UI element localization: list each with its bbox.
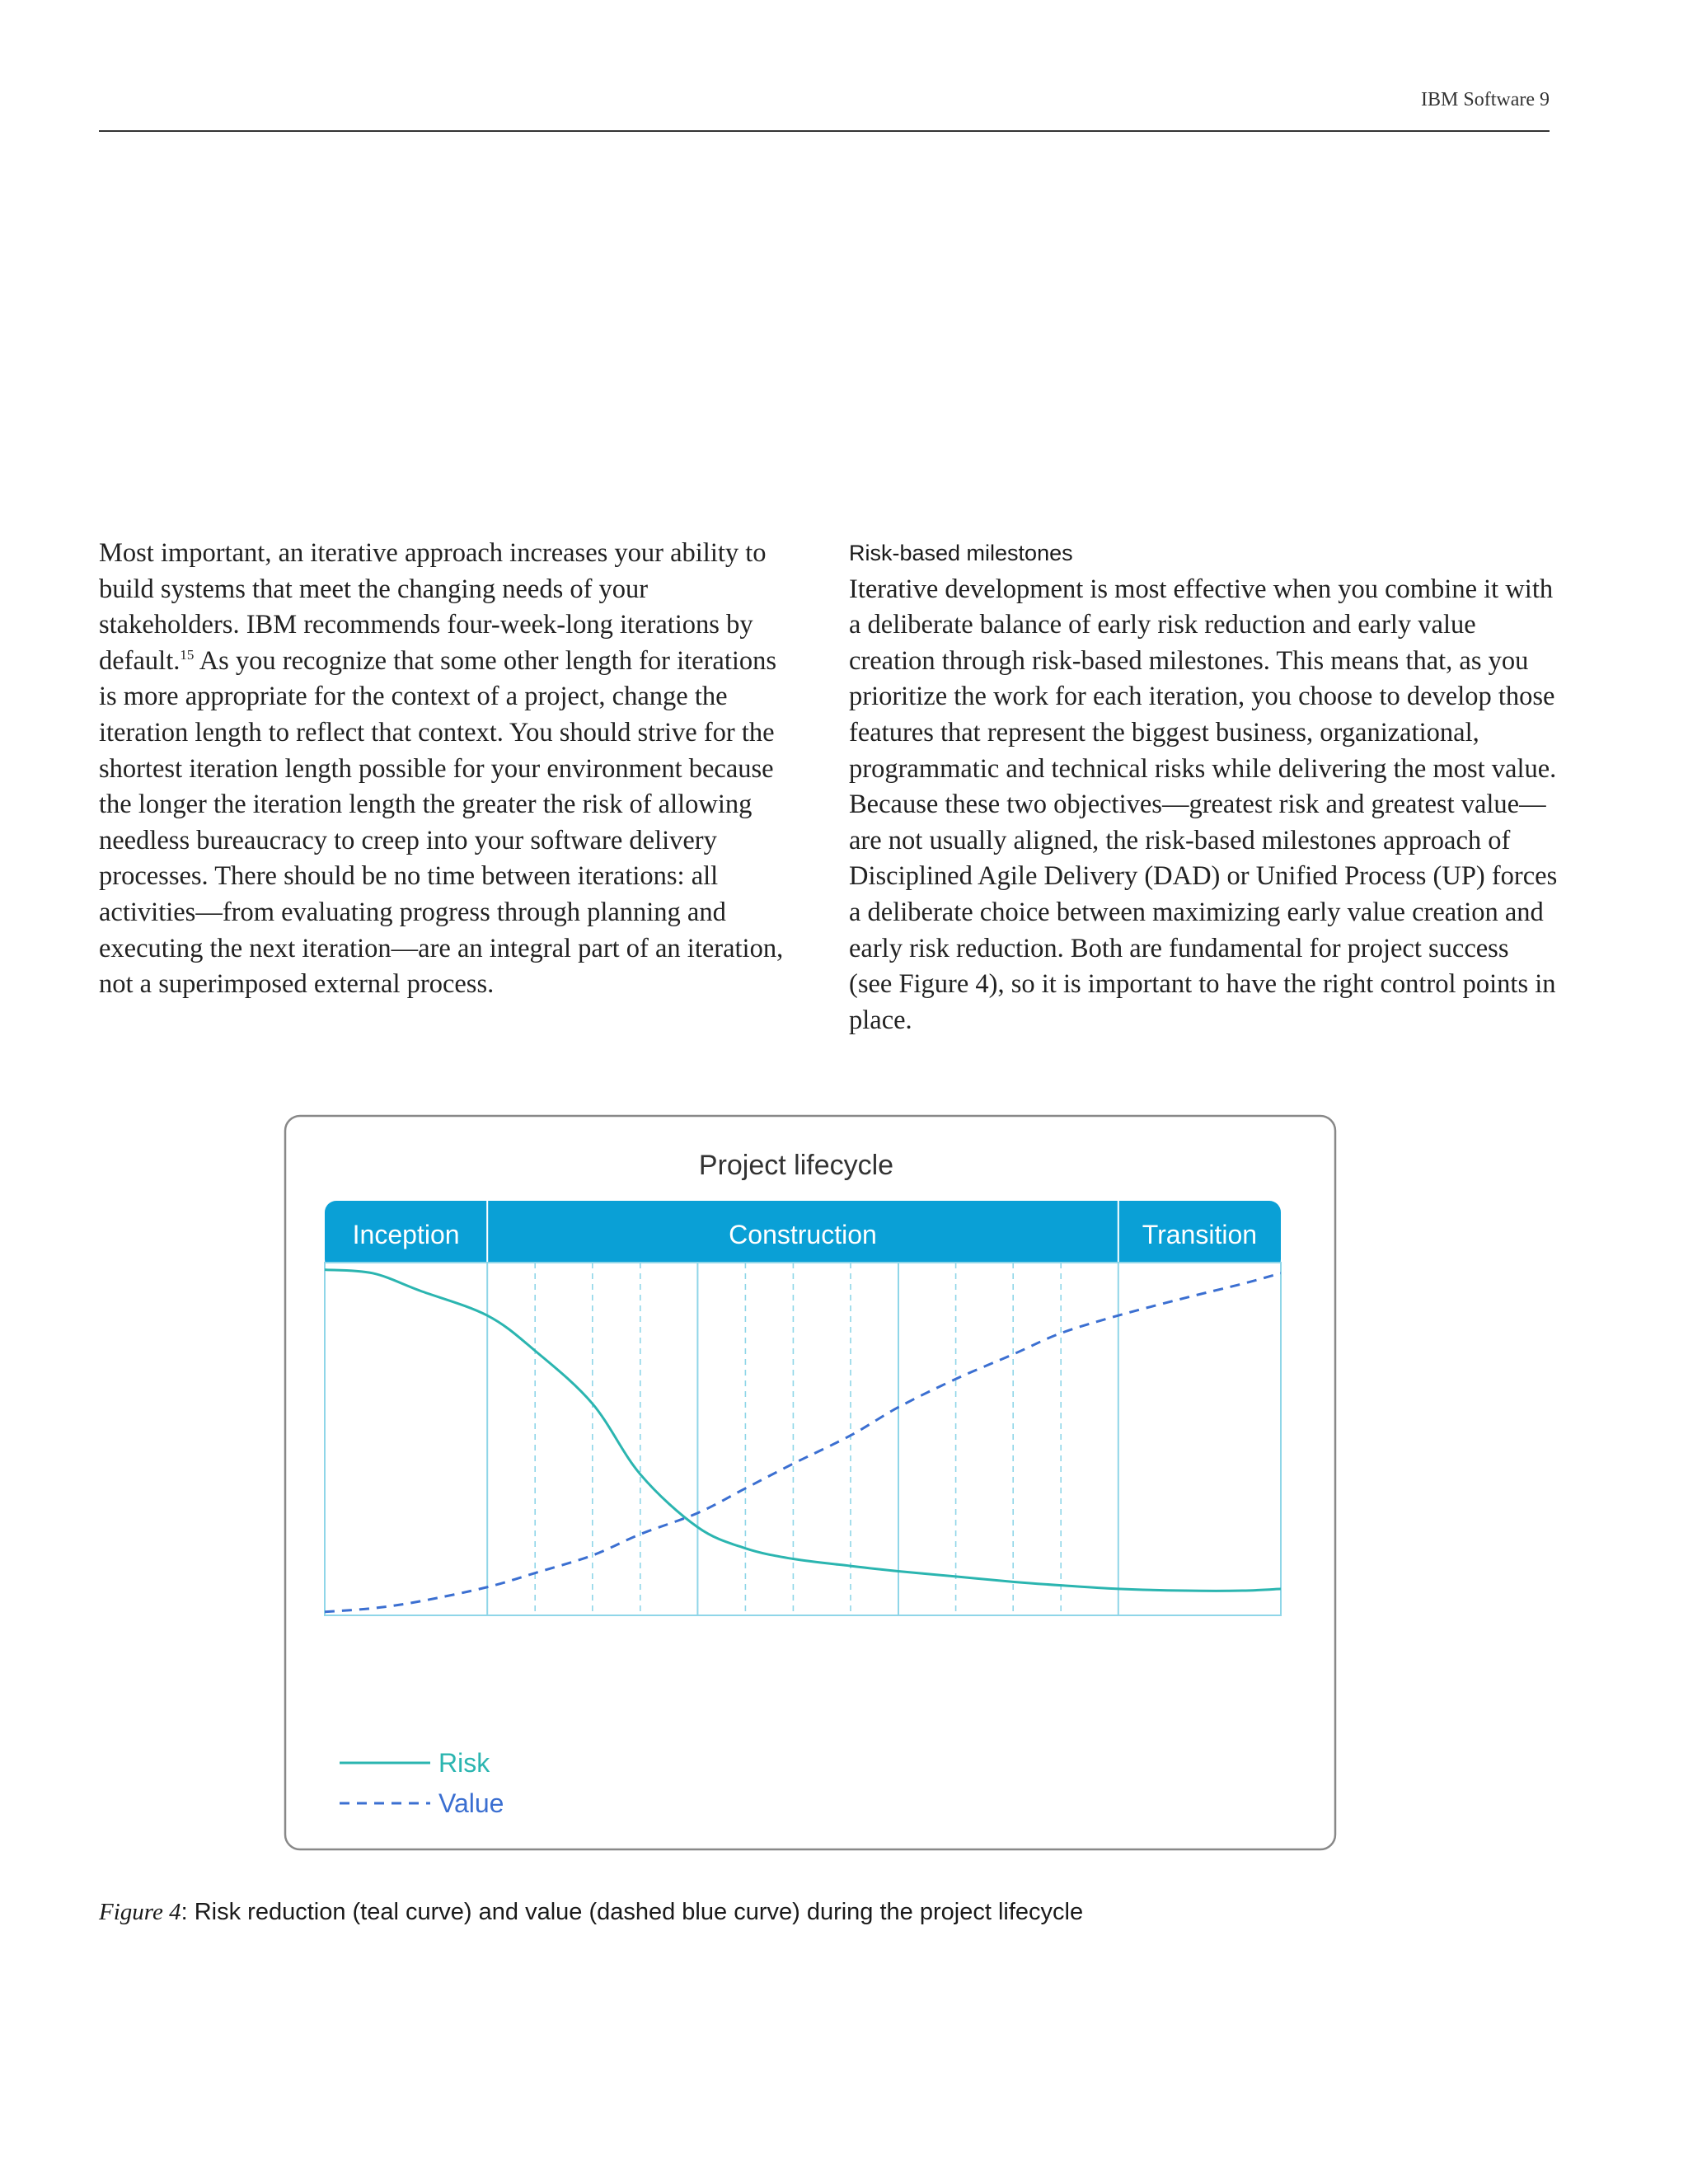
page-header	[99, 89, 1550, 111]
project-lifecycle-figure	[284, 1114, 1337, 1851]
phase-band	[325, 1201, 1281, 1271]
figure-caption	[99, 1896, 1550, 1929]
left-text-part2: As you recognize that some other length for iterations is more appropriate for the context of a project, change the iteration length to reflect that context. You should strive for the shortest iteration length possible for your environment because the longer the iteration length the greater the risk of allowing needless bureaucracy to creep into your software delivery processes. There should be no time between iterations: all activities—from evaluating progress through planning and executing the next iteration—are an integral part of an iteration, not a superimposed external process.	[99, 645, 784, 1000]
section-heading: Risk-based milestones	[849, 541, 1073, 565]
legend-risk-label: Risk	[438, 1748, 490, 1778]
header-rule	[99, 130, 1550, 132]
caption-label: Figure 4	[99, 1899, 181, 1925]
right-paragraph: Iterative development is most effective when you combine it with a deliberate balance of early risk reduction and early value creation through risk-based milestones. This means that, as you prioritize the work for each iteration, you choose to develop those features that represent the biggest business, organizational, programmatic and technical risks while delivering the most value. Because these two objectives—greatest risk and greatest value—are not usually aligned, the risk-based milestones approach of Disciplined Agile Delivery (DAD) or Unified Process (UP) forces a deliberate choice between maximizing early value creation and early risk reduction. Both are fundamental for project success (see Figure 4), so it is important to have the right control points in place.	[849, 574, 1558, 1035]
left-column	[99, 536, 791, 1003]
plot-area	[325, 1263, 1281, 1615]
chart-title: Project lifecycle	[698, 1150, 894, 1181]
header-text: IBM Software 9	[1421, 89, 1550, 110]
caption-text: : Risk reduction (teal curve) and value (dashed blue curve) during the project lifecycle	[181, 1899, 1084, 1925]
left-paragraph	[99, 536, 791, 1003]
phase-label-inception: Inception	[352, 1220, 460, 1249]
footnote-ref: 15	[180, 646, 195, 663]
right-column	[849, 536, 1558, 1038]
legend-value-label: Value	[438, 1788, 504, 1818]
phase-label-construction: Construction	[729, 1220, 877, 1249]
left-text-part1: Most important, an iterative approach increases your ability to build systems that meet the changing needs of your stakeholders. IBM recommends four-week-long iterations by default.	[99, 538, 767, 676]
phase-label-transition: Transition	[1142, 1220, 1258, 1249]
